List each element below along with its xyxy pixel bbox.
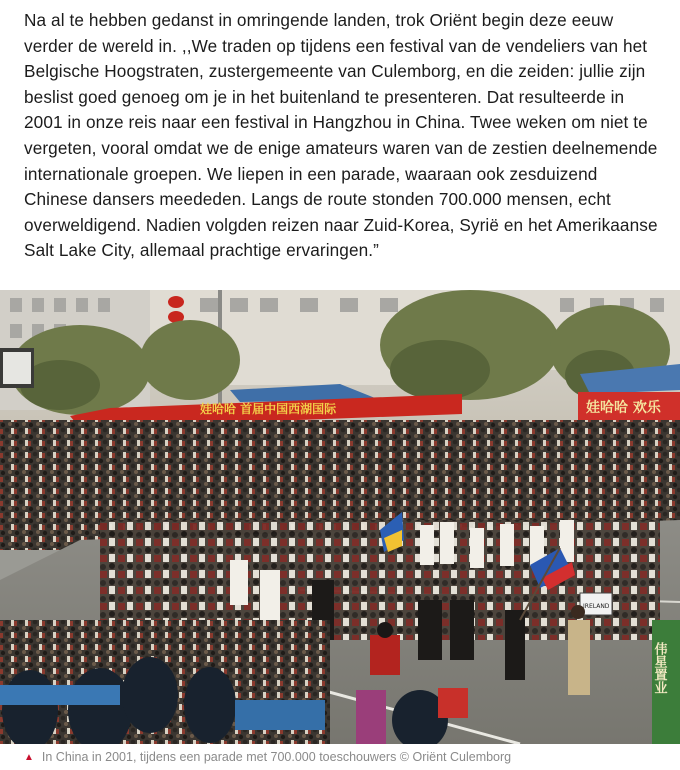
article-paragraph: Na al te hebben gedanst in omringende landen, trok Oriënt begin deze eeuw verder de wereld in. ,,We traden op tijdens een festival van de vendeliers van het Belgische Hoogstraten, zustergemeente van Culemborg, en die zeiden: jullie zijn beslist goed genoeg om je in het buitenland te presenteren. Dat resulteerde in 2001 in onze reis naar een festival in Hangzhou in China. Twee weken om niet te vergeten, vooral omdat we de enige amateurs waren van de zestien deelnemende internationale groepen. We liepen in een parade, waaraan ook zesduizend Chinese dansers meededen. Langs de route stonden 700.000 mensen, echt overweldigend. Nadien volgden reizen naar Zuid-Korea, Syrië en het Amerikaanse Salt Lake City, allemaal prachtige ervaringen.” bbox=[24, 10, 658, 261]
triangle-icon: ▲ bbox=[24, 752, 34, 763]
banner-right-text: 娃哈哈 欢乐 bbox=[586, 400, 661, 416]
sign-right-text: 伟星置业 bbox=[651, 642, 667, 694]
article-text-block bbox=[24, 8, 664, 264]
caption-text: In China in 2001, tijdens een parade met 700.000 toeschouwers © Oriënt Culemborg bbox=[41, 750, 512, 764]
photo-caption bbox=[24, 750, 511, 764]
placard-text: IRELAND bbox=[583, 603, 610, 610]
banner-left-text: 娃哈哈 首届中国西湖国际 bbox=[200, 402, 337, 416]
parade-photo bbox=[0, 290, 680, 744]
